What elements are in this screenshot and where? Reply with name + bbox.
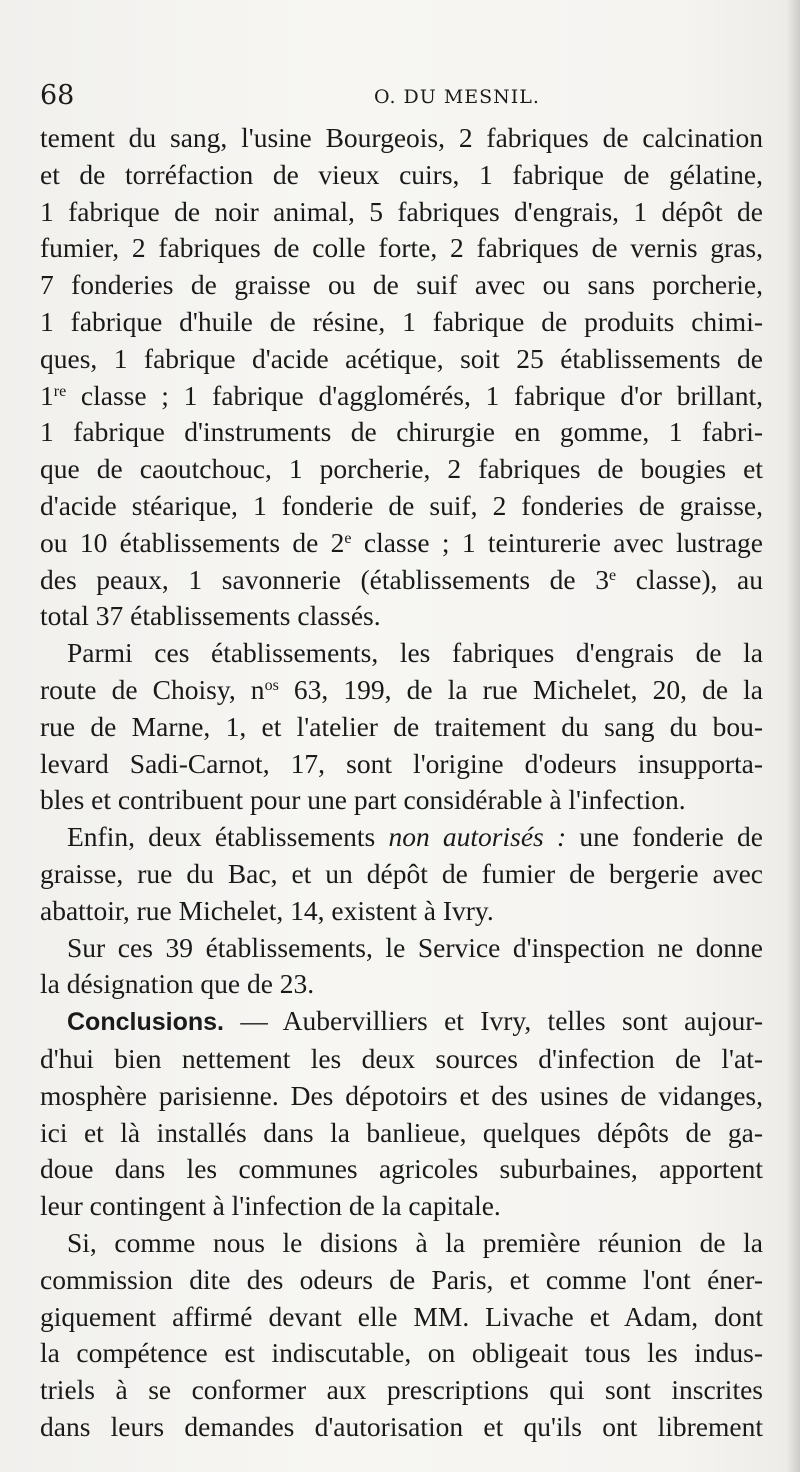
text-line: fumier, 2 fabriques de colle forte, 2 fabriques de vernis gras, [40,232,763,264]
text-line: bles et contribuent pour une part considérable à l'infection. [40,784,686,816]
page-header [40,76,760,116]
text-fragment: 63, 199, de la rue Michelet, 20, de la [278,673,763,705]
body-text [40,120,763,1446]
superscript: re [53,382,67,400]
text-fragment: classe ; 1 teinturerie avec lustrage [351,526,763,558]
text-line: Si, comme nous le disions à la première réunion de la [67,1226,763,1258]
paragraph-2 [40,635,763,819]
paragraph-6 [40,1225,763,1446]
section-heading: Conclusions. [67,1008,224,1037]
page-number: 68 [40,80,75,111]
text-line: dans leurs demandes d'autorisation et qu'ils ont librement [40,1410,763,1442]
text-line: la compétence est indiscutable, on obligeait tous les indus- [40,1337,763,1369]
text-line: giquement affirmé devant elle MM. Livache et Adam, dont [40,1300,763,1332]
text-line: total 37 établissements classés. [40,600,381,632]
superscript: e [609,566,617,584]
text-line [40,378,763,415]
italic-text: non autorisés : [388,821,567,853]
text-line: Sur ces 39 établissements, le Service d'inspection ne donne [67,931,763,963]
superscript: os [264,676,279,694]
text-line: d'acide stéarique, 1 fonderie de suif, 2 fonderies de graisse, [40,489,763,521]
page-edge-shadow [786,0,800,1472]
text-fragment: 1 [40,379,54,411]
text-line: la désignation que de 23. [40,968,315,1000]
text-line: tement du sang, l'usine Bourgeois, 2 fabriques de calcination [40,122,763,153]
text-fragment: une fonderie de [566,821,764,853]
text-fragment: — Aubervilliers et Ivry, telles sont aujour- [223,1005,763,1037]
text-line: graisse, rue du Bac, et un dépôt de fumier de bergerie avec [40,857,763,889]
paragraph-3 [40,819,763,929]
text-fragment: Enfin, deux établissements [67,821,389,853]
text-line: d'hui bien nettement les deux sources d'infection de l'at- [40,1042,763,1074]
text-fragment: route de Choisy, n [40,673,265,705]
text-line: 7 fonderies de graisse ou de suif avec ou sans porcherie, [40,269,763,301]
text-line: que de caoutchouc, 1 porcherie, 2 fabriques de bougies et [40,453,763,485]
text-line: commission dite des odeurs de Paris, et comme l'ont éner- [40,1263,763,1295]
text-line [40,672,763,709]
text-line: triels à se conformer aux prescriptions qui sont inscrites [40,1374,763,1406]
text-line: ici et là installés dans la banlieue, quelques dépôts de ga- [40,1116,763,1148]
text-fragment: classe ; 1 fabrique d'agglomérés, 1 fabrique d'or brillant, [66,379,763,411]
paragraph-4 [40,930,763,1004]
text-line: 1 fabrique d'huile de résine, 1 fabrique de produits chimi- [40,305,763,337]
text-line: et de torréfaction de vieux cuirs, 1 fabrique de gélatine, [40,158,763,190]
text-line: abattoir, rue Michelet, 14, existent à Ivry. [40,894,494,926]
text-line: leur contingent à l'infection de la capitale. [40,1190,501,1222]
text-line [40,1003,763,1041]
paragraph-1 [40,120,763,635]
superscript: e [344,529,352,547]
text-line: ques, 1 fabrique d'acide acétique, soit 25 établissements de [40,342,763,374]
text-line: 1 fabrique de noir animal, 5 fabriques d'engrais, 1 dépôt de [40,195,763,227]
text-line: mosphère parisienne. Des dépotoirs et des usines de vidanges, [40,1079,763,1111]
text-line: doue dans les communes agricoles suburbaines, apportent [40,1153,763,1185]
text-line: rue de Marne, 1, et l'atelier de traitement du sang du bou- [40,710,763,742]
running-head: O. DU MESNIL. [374,86,540,108]
text-line: 1 fabrique d'instruments de chirurgie en gomme, 1 fabri- [40,416,763,448]
text-line: levard Sadi-Carnot, 17, sont l'origine d'odeurs insupporta- [40,747,763,779]
text-fragment: des peaux, 1 savonnerie (établissements de 3 [40,563,609,595]
text-line [40,819,763,856]
text-fragment: ou 10 établissements de 2 [40,526,345,558]
paragraph-5 [40,1003,763,1225]
text-line: Parmi ces établissements, les fabriques d'engrais de la [67,637,763,669]
text-fragment: classe), au [616,563,763,595]
text-line [40,525,763,562]
text-line [40,562,763,599]
